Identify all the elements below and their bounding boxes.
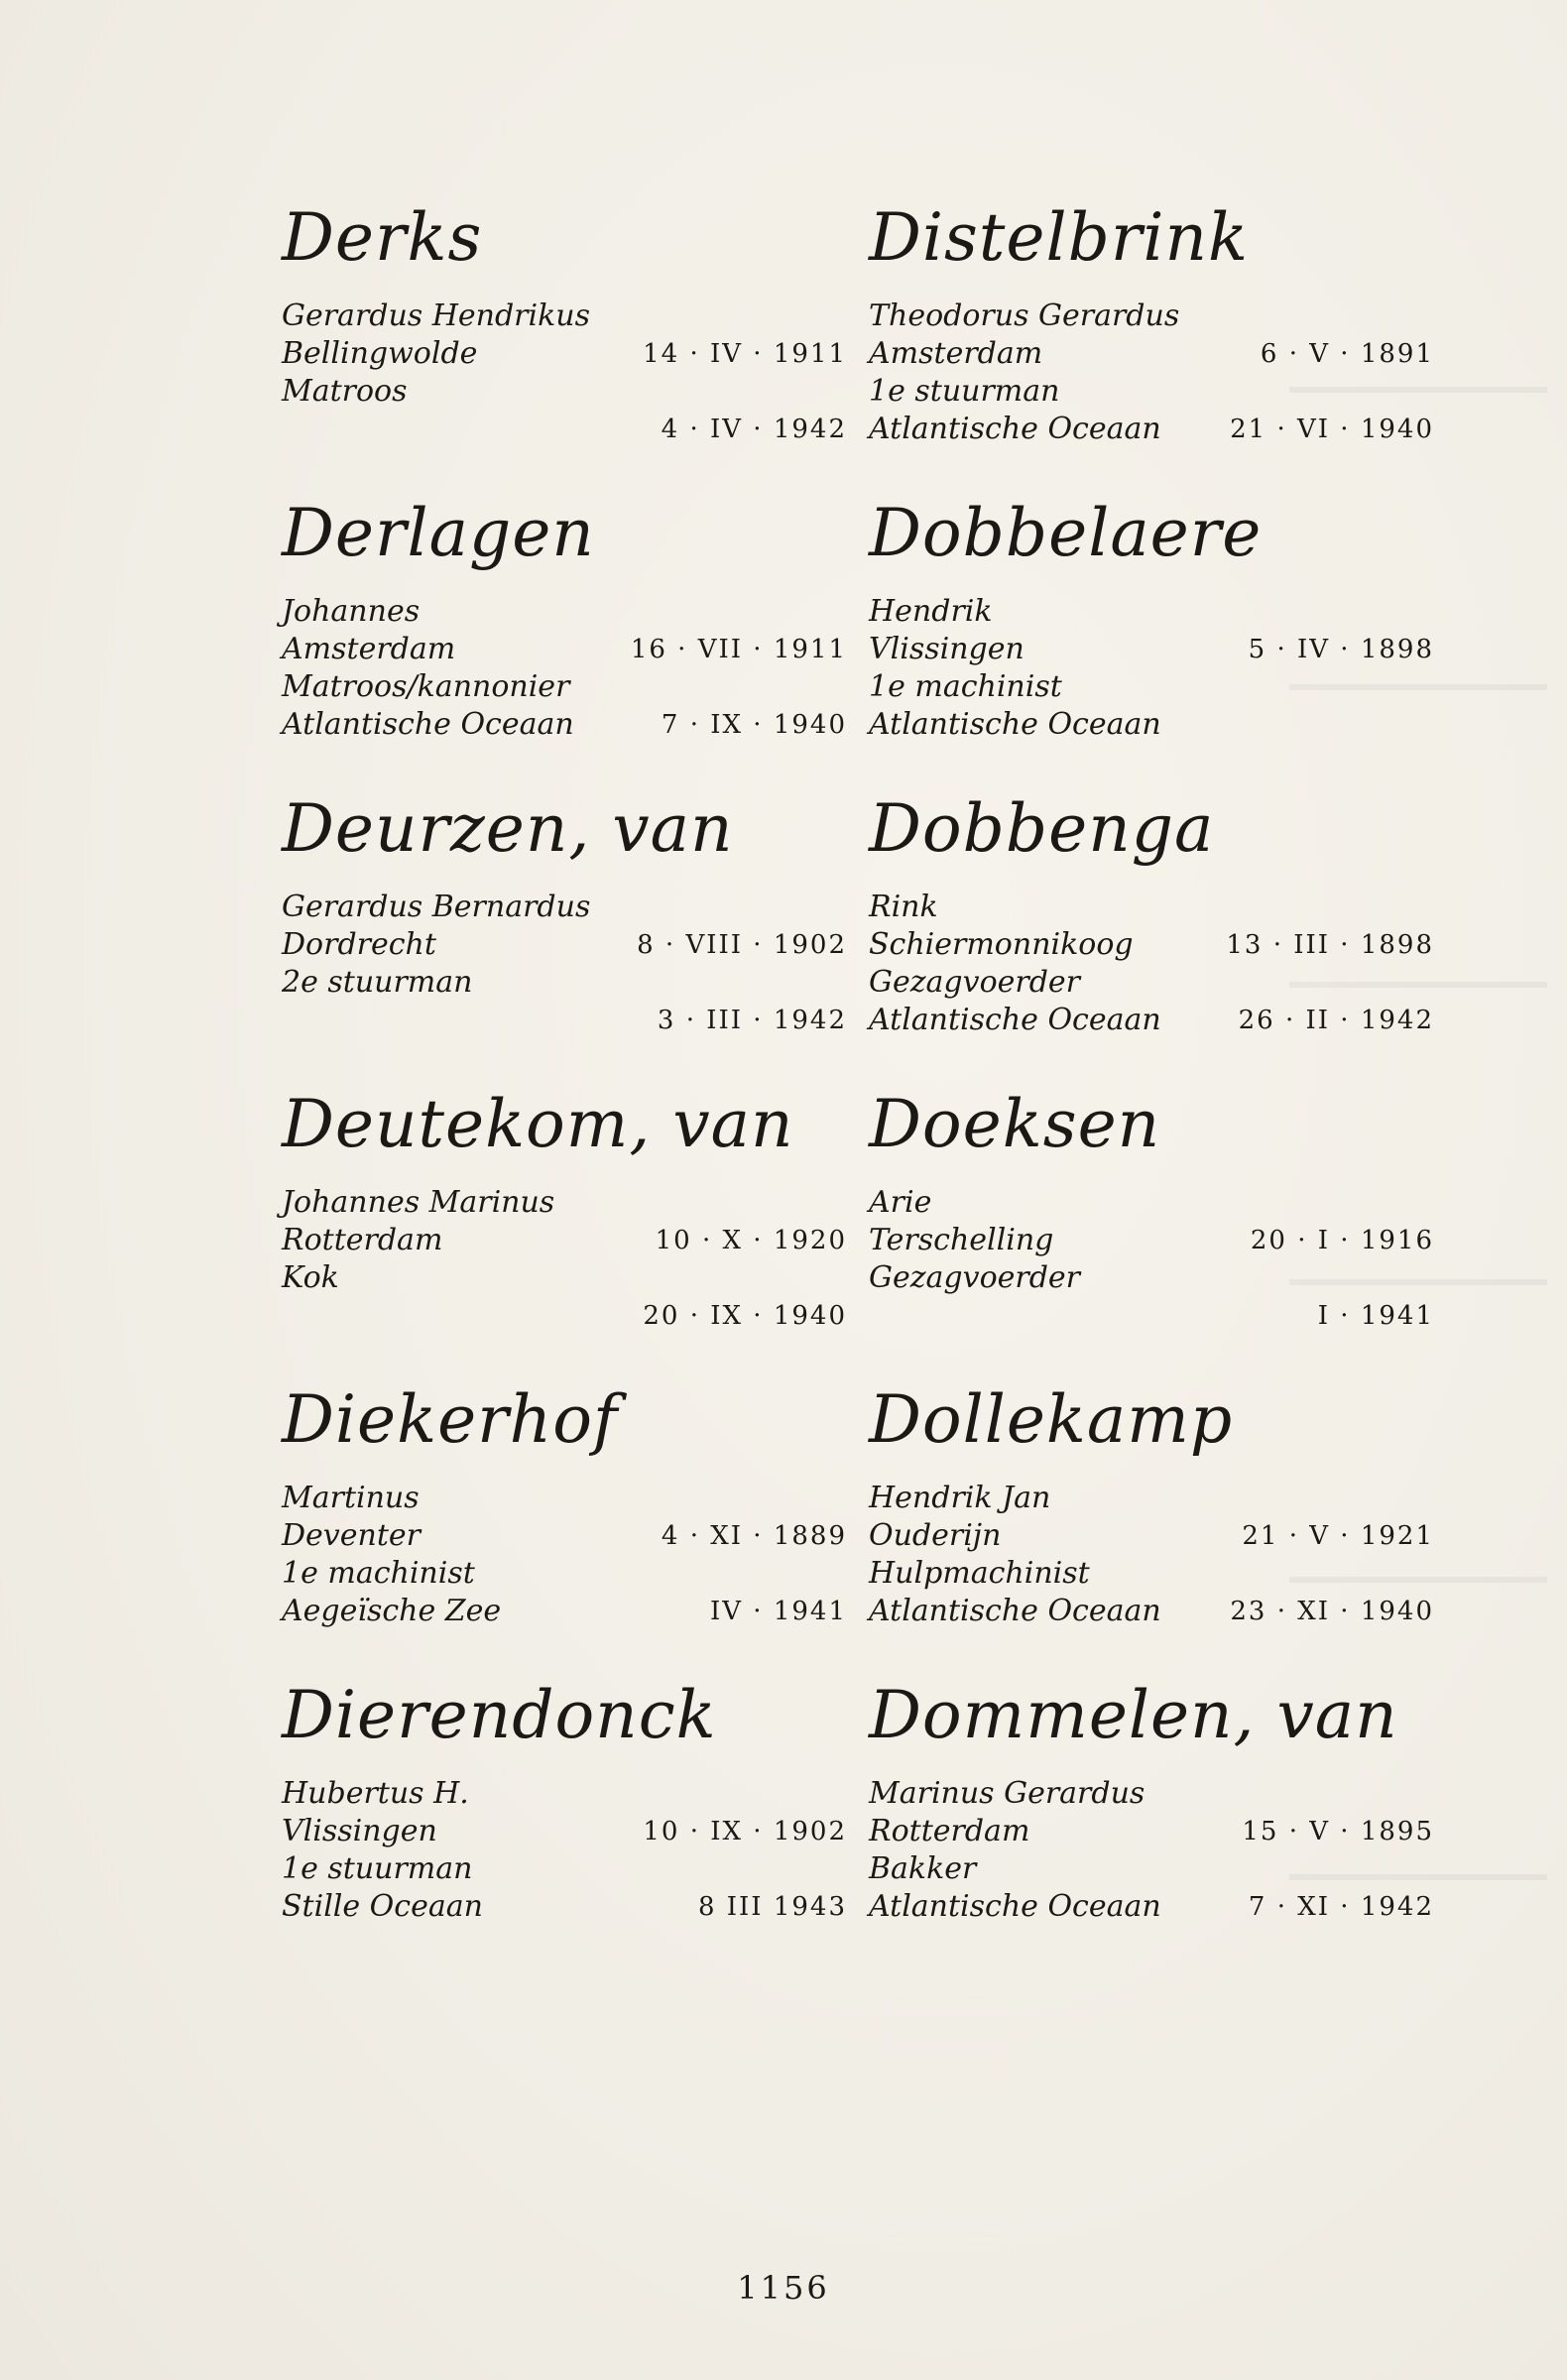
entry-occupation [282,1555,847,1593]
entry-given-names [869,889,1434,926]
death-place-text: Atlantische Oceaan [869,1003,1161,1037]
occupation-text: Kok [282,1260,339,1295]
entry-surname: Doeksen [869,1086,1161,1162]
memorial-entry [869,1380,1434,1676]
death-date-text: 8 III 1943 [697,1892,847,1922]
occupation-text: Gezagvoerder [869,965,1081,1000]
entry-birth-line [282,631,847,668]
birthplace-text: Dordrecht [282,927,436,962]
memorial-entry [282,198,847,494]
entry-death-line [282,1888,847,1926]
given-names-text: Johannes Marinus [282,1185,555,1220]
entry-given-names [282,1480,847,1517]
given-names-text: Hubertus H. [282,1776,469,1811]
given-names-text: Gerardus Hendrikus [282,298,591,333]
occupation-text: Bakker [869,1851,977,1886]
entry-birth-line [869,1517,1434,1555]
entry-birth-line [869,631,1434,668]
entry-given-names [869,1184,1434,1222]
entry-death-line [282,706,847,744]
death-date-text: IV · 1941 [709,1597,847,1626]
entry-surname: Derlagen [282,495,595,571]
birth-date-text: 10 · IX · 1902 [643,1817,847,1846]
birthplace-text: Amsterdam [282,632,456,666]
entry-given-names [282,593,847,631]
occupation-text: Gezagvoerder [869,1260,1081,1295]
birthplace-text: Vlissingen [282,1814,437,1848]
entry-occupation [869,1259,1434,1297]
entry-surname: Distelbrink [869,199,1249,276]
occupation-text: 1e stuurman [282,1851,473,1886]
birth-date-text: 5 · IV · 1898 [1248,635,1434,664]
death-date-text: 3 · III · 1942 [657,1006,847,1035]
death-date-text: I · 1941 [1317,1301,1434,1331]
entry-given-names [282,889,847,926]
occupation-text: 1e stuurman [869,374,1060,409]
entry-given-names [282,298,847,335]
death-place-text: Atlantische Oceaan [869,1594,1161,1628]
birth-date-text: 4 · XI · 1889 [661,1521,847,1551]
birth-date-text: 14 · IV · 1911 [643,339,847,369]
given-names-text: Johannes [282,594,421,629]
entry-birth-line [869,926,1434,964]
death-place-text: Atlantische Oceaan [869,412,1161,446]
entry-death-line [282,1593,847,1630]
entry-surname: Dobbelaere [869,495,1263,571]
birthplace-text: Deventer [282,1518,421,1553]
given-names-text: Martinus [282,1481,420,1515]
occupation-text: Matroos [282,374,408,409]
entry-surname: Dierendonck [282,1677,717,1753]
entry-death-line [869,411,1434,448]
birth-date-text: 15 · V · 1895 [1242,1817,1434,1846]
entry-birth-line [282,926,847,964]
birthplace-text: Rotterdam [282,1223,443,1257]
birthplace-text: Schiermonnikoog [869,927,1134,962]
birthplace-text: Terschelling [869,1223,1054,1257]
death-place-text: Atlantische Oceaan [869,707,1161,742]
entry-death-line [869,706,1434,744]
birth-date-text: 10 · X · 1920 [655,1226,847,1255]
memorial-entry [282,1676,847,1971]
entry-occupation [869,964,1434,1002]
memorial-entry [282,1085,847,1380]
given-names-text: Gerardus Bernardus [282,890,591,924]
entry-death-line [869,1002,1434,1039]
page-number: 1156 [737,2269,830,2307]
entry-birth-line [282,1813,847,1850]
entry-given-names [869,1775,1434,1813]
memorial-entry [282,789,847,1085]
occupation-text: Hulpmachinist [869,1556,1090,1591]
death-place-text: Stille Oceaan [282,1889,483,1924]
left-column [282,198,847,1971]
entry-occupation [282,373,847,411]
death-date-text: 7 · XI · 1942 [1248,1892,1434,1922]
occupation-text: 2e stuurman [282,965,473,1000]
entry-surname: Deurzen, van [282,790,734,867]
given-names-text: Hendrik [869,594,993,629]
right-column [869,198,1434,1971]
memorial-entry [869,494,1434,789]
given-names-text: Hendrik Jan [869,1481,1051,1515]
given-names-text: Marinus Gerardus [869,1776,1145,1811]
death-date-text: 21 · VI · 1940 [1230,415,1434,444]
occupation-text: Matroos/kannonier [282,669,570,704]
entry-surname: Dobbenga [869,790,1215,867]
occupation-text: 1e machinist [869,669,1062,704]
entry-given-names [869,1480,1434,1517]
entry-occupation [282,1259,847,1297]
entry-birth-line [282,1517,847,1555]
death-date-text: 20 · IX · 1940 [643,1301,847,1331]
entry-occupation [869,1850,1434,1888]
entry-surname: Deutekom, van [282,1086,794,1162]
entry-occupation [869,668,1434,706]
memorial-entry [869,1676,1434,1971]
entry-occupation [282,668,847,706]
birthplace-text: Amsterdam [869,336,1043,371]
entry-given-names [282,1184,847,1222]
birth-date-text: 13 · III · 1898 [1226,930,1434,960]
entry-death-line [869,1888,1434,1926]
entry-death-line [282,1297,847,1335]
given-names-text: Arie [869,1185,932,1220]
entry-surname: Dollekamp [869,1381,1234,1458]
entry-birth-line [869,335,1434,373]
entry-surname: Diekerhof [282,1381,619,1458]
death-place-text: Atlantische Oceaan [282,707,574,742]
death-date-text: 23 · XI · 1940 [1230,1597,1434,1626]
entry-birth-line [869,1813,1434,1850]
death-date-text: 7 · IX · 1940 [661,710,847,740]
entry-surname: Derks [282,199,483,276]
entry-birth-line [869,1222,1434,1259]
birthplace-text: Vlissingen [869,632,1025,666]
entry-given-names [869,593,1434,631]
birth-date-text: 16 · VII · 1911 [630,635,847,664]
memorial-entry [869,198,1434,494]
entry-occupation [282,964,847,1002]
death-place-text: Atlantische Oceaan [869,1889,1161,1924]
death-date-text: 4 · IV · 1942 [661,415,847,444]
memorial-entry [869,789,1434,1085]
given-names-text: Theodorus Gerardus [869,298,1180,333]
birthplace-text: Bellingwolde [282,336,478,371]
birth-date-text: 21 · V · 1921 [1242,1521,1434,1551]
entry-surname: Dommelen, van [869,1677,1398,1753]
entry-occupation [282,1850,847,1888]
birth-date-text: 6 · V · 1891 [1260,339,1434,369]
entry-occupation [869,1555,1434,1593]
entry-given-names [282,1775,847,1813]
given-names-text: Rink [869,890,938,924]
death-date-text: 26 · II · 1942 [1238,1006,1434,1035]
memorial-entry [869,1085,1434,1380]
birth-date-text: 20 · I · 1916 [1250,1226,1434,1255]
entry-death-line [869,1297,1434,1335]
entry-death-line [869,1593,1434,1630]
birth-date-text: 8 · VIII · 1902 [637,930,847,960]
entry-given-names [869,298,1434,335]
entry-death-line [282,1002,847,1039]
entry-birth-line [282,1222,847,1259]
birthplace-text: Ouderijn [869,1518,1002,1553]
memorial-entry [282,494,847,789]
entry-death-line [282,411,847,448]
memorial-entry [282,1380,847,1676]
death-place-text: Aegeïsche Zee [282,1594,502,1628]
entry-occupation [869,373,1434,411]
occupation-text: 1e machinist [282,1556,475,1591]
birthplace-text: Rotterdam [869,1814,1030,1848]
entry-birth-line [282,335,847,373]
